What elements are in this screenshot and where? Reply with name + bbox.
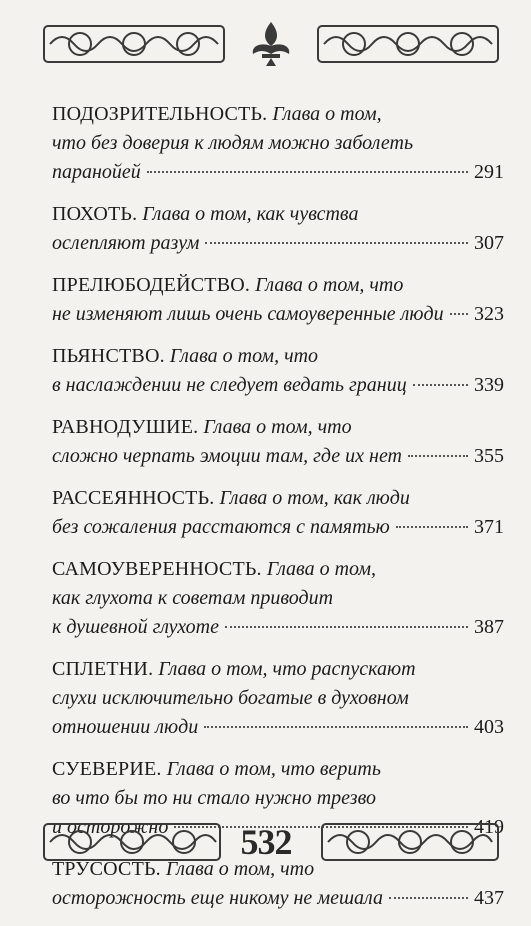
chapter-title: СУЕВЕРИЕ. bbox=[52, 758, 162, 780]
toc-entry bbox=[52, 100, 504, 187]
chapter-description: как глухота к советам приводит bbox=[52, 587, 334, 609]
toc-entry bbox=[52, 484, 504, 542]
page-ref: 307 bbox=[474, 232, 504, 254]
page-number: 532 bbox=[240, 822, 292, 862]
chapter-title: СПЛЕТНИ. bbox=[52, 658, 154, 680]
page-ref: 437 bbox=[474, 887, 504, 909]
dot-leader bbox=[205, 242, 468, 244]
dot-leader bbox=[147, 171, 468, 173]
toc-entry-line bbox=[52, 613, 504, 642]
dot-leader bbox=[450, 313, 468, 315]
chapter-description: Глава о том, что bbox=[165, 858, 315, 880]
page-ref: 323 bbox=[474, 303, 504, 325]
toc-entry-line bbox=[52, 684, 504, 713]
chapter-description: Глава о том, что bbox=[169, 345, 319, 367]
toc-entry-line bbox=[52, 755, 504, 784]
toc-entry-line bbox=[52, 784, 504, 813]
toc-entry-line bbox=[52, 158, 504, 187]
toc-entry-line bbox=[52, 271, 504, 300]
chapter-description: во что бы то ни стало нужно трезво bbox=[52, 787, 377, 809]
chapter-description: к душевной глухоте bbox=[52, 616, 219, 638]
chapter-description: Глава о том, как чувства bbox=[142, 203, 359, 225]
toc-entry-line bbox=[52, 584, 504, 613]
page-ref: 291 bbox=[474, 161, 504, 183]
table-of-contents bbox=[52, 100, 504, 926]
chapter-description: Глава о том, bbox=[272, 103, 382, 125]
chapter-description: ослепляют разум bbox=[52, 232, 200, 254]
chapter-description: Глава о том, что распускают bbox=[158, 658, 416, 680]
toc-entry-line bbox=[52, 484, 504, 513]
toc-entry-line bbox=[52, 413, 504, 442]
page-ref: 387 bbox=[474, 616, 504, 638]
toc-entry bbox=[52, 655, 504, 742]
chapter-title: ПЬЯНСТВО. bbox=[52, 345, 165, 367]
chapter-description: Глава о том, bbox=[266, 558, 377, 580]
chapter-title: ПОДОЗРИТЕЛЬНОСТЬ. bbox=[52, 103, 268, 125]
chapter-title: ПОХОТЬ. bbox=[52, 203, 138, 225]
page-ref: 403 bbox=[474, 716, 504, 738]
toc-entry-line bbox=[52, 129, 504, 158]
dot-leader bbox=[389, 897, 468, 899]
toc-entry bbox=[52, 342, 504, 400]
toc-entry-line bbox=[52, 555, 504, 584]
chapter-title: САМОУВЕРЕННОСТЬ. bbox=[52, 558, 262, 580]
chapter-description: в наслаждении не следует ведать границ bbox=[52, 374, 407, 396]
dot-leader bbox=[408, 455, 468, 457]
chapter-description: что без доверия к людям можно заболеть bbox=[52, 132, 414, 154]
chapter-description: не изменяют лишь очень самоуверенные люди bbox=[52, 303, 444, 325]
chapter-title: РАВНОДУШИЕ. bbox=[52, 416, 199, 438]
toc-entry bbox=[52, 271, 504, 329]
chapter-description: Глава о том, как люди bbox=[219, 487, 410, 509]
chapter-title: ТРУСОСТЬ. bbox=[52, 858, 161, 880]
dot-leader bbox=[413, 384, 468, 386]
chapter-description: без сожаления расстаются с памятью bbox=[52, 516, 390, 538]
chapter-description: отношении люди bbox=[52, 716, 199, 738]
toc-entry-line bbox=[52, 884, 504, 913]
chapter-title: ПРЕЛЮБОДЕЙСТВО. bbox=[52, 274, 251, 296]
top-ornament bbox=[40, 20, 502, 68]
dot-leader bbox=[396, 526, 468, 528]
toc-entry bbox=[52, 200, 504, 258]
chapter-description: Глава о том, что bbox=[255, 274, 404, 296]
toc-entry-line bbox=[52, 655, 504, 684]
toc-entry-line bbox=[52, 442, 504, 471]
chapter-description: сложно черпать эмоции там, где их нет bbox=[52, 445, 402, 467]
chapter-description: паранойей bbox=[52, 161, 141, 183]
chapter-title: РАССЕЯННОСТЬ. bbox=[52, 487, 215, 509]
dot-leader bbox=[225, 626, 468, 628]
chapter-description: Глава о том, что верить bbox=[166, 758, 381, 780]
toc-entry-line bbox=[52, 371, 504, 400]
toc-entry bbox=[52, 413, 504, 471]
page-ref: 371 bbox=[474, 516, 504, 538]
chapter-description: слухи исключительно богатые в духовном bbox=[52, 687, 409, 709]
chapter-description: осторожность еще никому не мешала bbox=[52, 887, 384, 909]
toc-entry-line bbox=[52, 342, 504, 371]
toc-entry-line bbox=[52, 200, 504, 229]
page-ref: 355 bbox=[474, 445, 504, 467]
toc-entry bbox=[52, 555, 504, 642]
toc-entry-line bbox=[52, 300, 504, 329]
page-ref: 339 bbox=[474, 374, 504, 396]
chapter-description: и осторожно bbox=[52, 816, 169, 838]
page-ref: 419 bbox=[474, 816, 504, 838]
toc-entry-line bbox=[52, 513, 504, 542]
toc-entry-line bbox=[52, 713, 504, 742]
toc-entry-line bbox=[52, 100, 504, 129]
chapter-description: Глава о том, что bbox=[203, 416, 352, 438]
dot-leader bbox=[204, 726, 468, 728]
toc-entry-line bbox=[52, 229, 504, 258]
